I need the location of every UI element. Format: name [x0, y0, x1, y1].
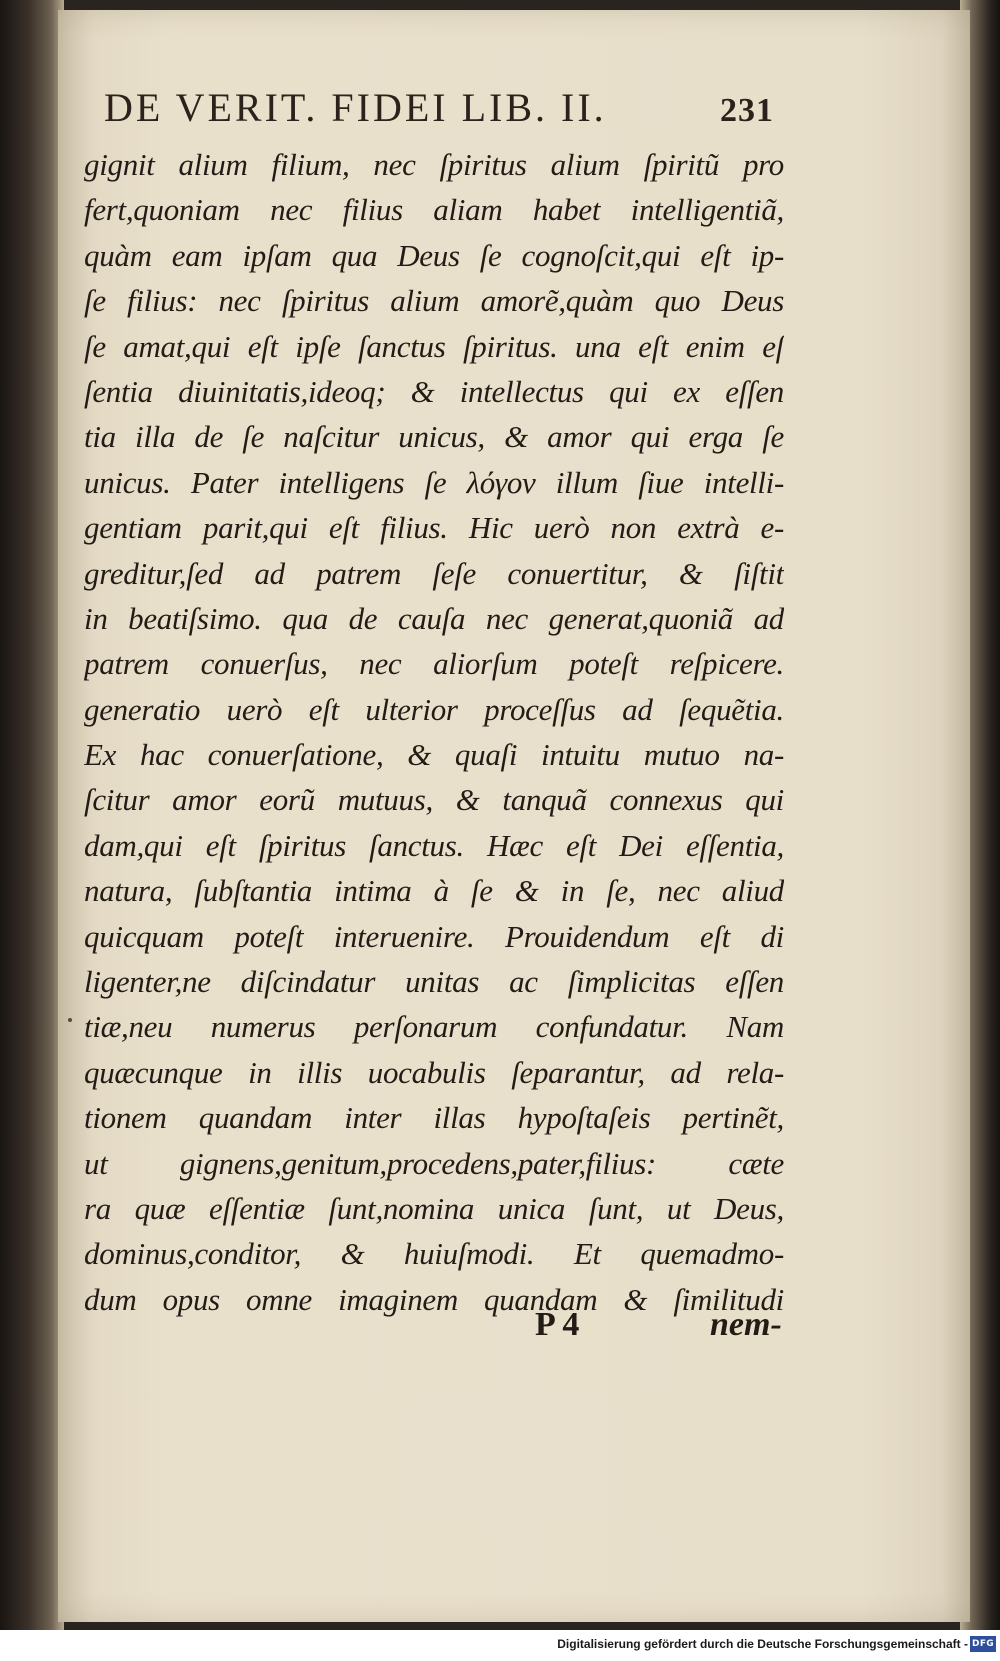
text-line: gentiam parit,qui eſt filius. Hic uerò non extrà e-: [84, 510, 784, 546]
text-line: ligenter,ne diſcindatur unitas ac ſimplicitas eſſen: [84, 964, 784, 1000]
signature-mark: P 4: [535, 1306, 580, 1343]
funding-credit: Digitalisierung gefördert durch die Deutsche Forschungsgemeinschaft -: [557, 1637, 968, 1651]
text-line: tiæ,neu numerus perſonarum confundatur. Nam: [84, 1009, 784, 1045]
page-footer: [500, 1306, 800, 1356]
text-line: generatio uerò eſt ulterior proceſſus ad ſequẽtia.: [84, 691, 784, 727]
text-line: ſentia diuinitatis,ideoq; & intellectus qui ex eſſen: [84, 373, 784, 409]
text-line: ſcitur amor eorũ mutuus, & tanquã connexus qui: [84, 782, 784, 818]
text-line: fert,quoniam nec filius aliam habet intelligentiã,: [84, 192, 784, 228]
text-line: Ex hac conuerſatione, & quaſi intuitu mutuo na-: [84, 737, 784, 773]
text-line: greditur,ſed ad patrem ſeſe conuertitur, & ſiſtit: [84, 555, 784, 591]
text-line: patrem conuerſus, nec aliorſum poteſt reſpicere.: [84, 646, 784, 682]
text-line: ut gignens,genitum,procedens,pater,filius: cæte: [84, 1145, 784, 1181]
text-line: ra quæ eſſentiæ ſunt,nomina unica ſunt, ut Deus,: [84, 1190, 784, 1226]
text-line: in beatiſsimo. qua de cauſa nec generat,quoniã ad: [84, 600, 784, 636]
running-title: DE VERIT. FIDEI LIB. II.: [104, 85, 607, 130]
text-line: ſe filius: nec ſpiritus alium amorẽ,quàm quo Deus: [84, 283, 784, 319]
text-line: dum opus omne imaginem quandam & ſimilitudi: [84, 1281, 784, 1317]
text-line: quicquam poteſt interuenire. Prouidendum eſt di: [84, 918, 784, 954]
text-line: natura, ſubſtantia intima à ſe & in ſe, nec aliud: [84, 873, 784, 909]
text-line: ſe amat,qui eſt ipſe ſanctus ſpiritus. una eſt enim eſ: [84, 328, 784, 364]
text-line: quàm eam ipſam qua Deus ſe cognoſcit,qui eſt ip-: [84, 237, 784, 273]
book-gutter: [0, 0, 64, 1630]
body-text: [84, 142, 784, 1322]
text-line: dam,qui eſt ſpiritus ſanctus. Hæc eſt Dei eſſentia,: [84, 827, 784, 863]
ink-fleck: [68, 1018, 72, 1022]
text-line: tia illa de ſe naſcitur unicus, & amor qui erga ſe: [84, 419, 784, 455]
dfg-logo-icon: DFG: [970, 1636, 996, 1652]
credit-bar: [0, 1630, 1000, 1661]
text-line: tionem quandam inter illas hypoſtaſeis pertinẽt,: [84, 1100, 784, 1136]
catchword: nem-: [710, 1306, 782, 1343]
text-line: unicus. Pater intelligens ſe λόγον illum ſiue intelli-: [84, 464, 784, 500]
text-line: dominus,conditor, & huiuſmodi. Et quemadmo-: [84, 1236, 784, 1272]
text-line: gignit alium filium, nec ſpiritus alium ſpiritũ pro: [84, 147, 784, 182]
text-line: quæcunque in illis uocabulis ſeparantur, ad rela-: [84, 1054, 784, 1090]
page-header: [104, 84, 774, 132]
page-number: 231: [720, 92, 774, 129]
